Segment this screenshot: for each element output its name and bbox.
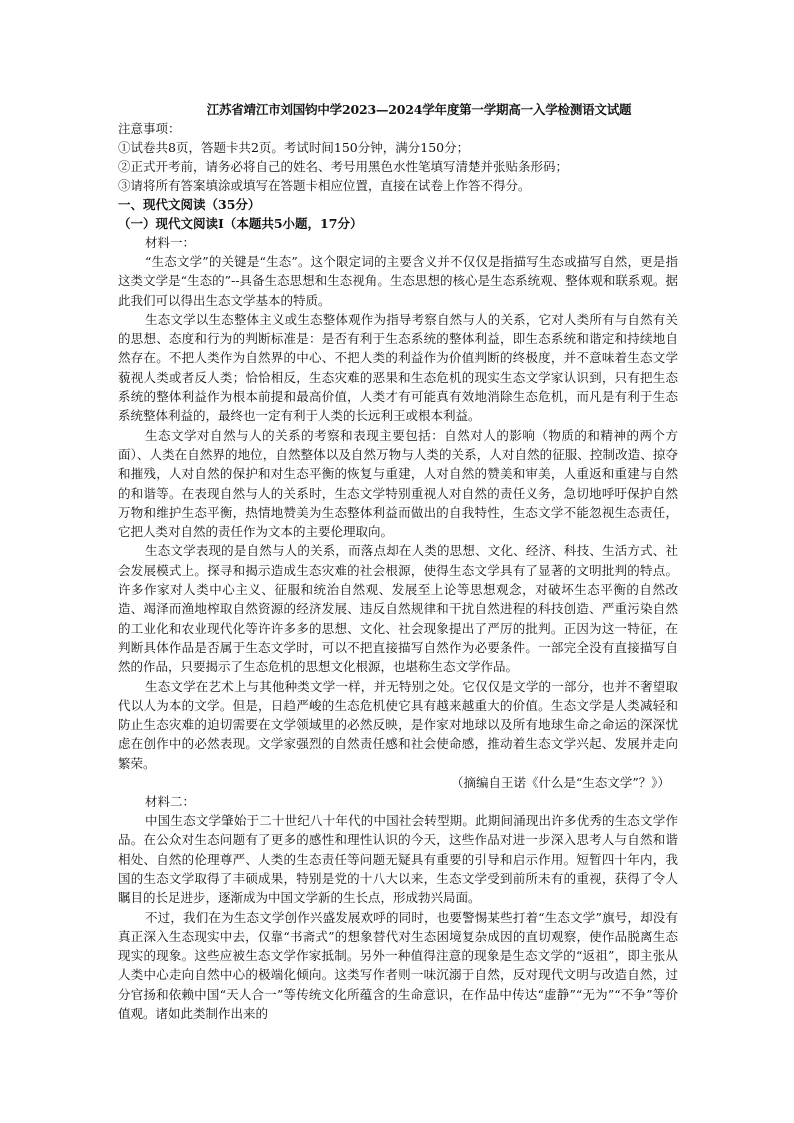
material-1-label: 材料一：: [145, 235, 196, 250]
exam-title: 江苏省靖江市刘国钧中学2023—2024学年度第一学期高一入学检测语文试题: [206, 102, 632, 117]
notice-item-3: ③请将所有答案填涂或填写在答题卡相应位置，直接在试卷上作答不得分。: [118, 178, 531, 193]
section-heading: 一、现代文阅读（35分）: [118, 197, 261, 212]
material-1-source: （摘编自王诺《什么是“生态文学”？》）: [450, 775, 670, 791]
subsection-heading: （一）现代文阅读Ⅰ（本题共5小题，17分）: [118, 216, 363, 231]
material-2-paragraph: 不过，我们在为生态文学创作兴盛发展欢呼的同时，也要警惕某些打着“生态文学”旗号，却没有真正深入生态现实中去，仅靠“书斋式”的想象替代对生态困境复杂成因的直切观察，使作品脱离生态现实的现象。这些应被生态文学作家抵制。另外一种值得注意的现象是生态文学的“返祖”，即主张从人类中心走向自然中心的极端化倾向。这类写作者则一味沉溺于自然，反对现代文明与改造自然，过分官扬和依赖中国“天人合一”等传统文化所蕴含的生命意识，在作品中传达“虚静”“无为”“不争”等价值观。诸如此类制作出来的: [118, 909, 678, 1021]
material-1-paragraph: 生态文学对自然与人的关系的考察和表现主要包括：自然对人的影响（物质的和精神的两个方面）、人类在自然界的地位，自然整体以及自然万物与人类的关系，人对自然的征服、控制改造、掠夺和摧残，人对自然的保护和对生态平衡的恢复与重建，人对自然的赞美和审美，人重返和重建与自然的和谐等。在表现自然与人的关系时，生态文学特别重视人对自然的责任义务，急切地呼吁保护自然万物和维护生态平衡，热情地赞美为生态整体利益而做出的自我特性，生态文学不能忽视生态责任，它把人类对自然的责任作为文本的主要伦理取向。: [118, 427, 678, 540]
material-1-paragraph: 生态文学表现的是自然与人的关系，而落点却在人类的思想、文化、经济、科技、生活方式、社会发展模式上。探寻和揭示造成生态灾难的社会根源，使得生态文学具有了显著的文明批判的特点。许多作家对人类中心主义、征服和统治自然观、发展至上论等思想观念，对破坏生态平衡的自然改造、竭泽而渔地榨取自然资源的经济发展、违反自然规律和干扰自然进程的科技创造、严重污染自然的工业化和农业现代化等许许多多的思想、文化、社会现象提出了严厉的批判。正因为这一特征，在判断具体作品是否属于生态文学时，可以不把直接描写自然作为必要条件。一部完全没有直接描写自然的作品，只要揭示了生态危机的思想文化根源，也堪称生态文学作品。: [118, 543, 678, 675]
exam-page: [118, 100, 678, 1023]
notice-item-2: ②正式开考前，请务必将自己的姓名、考号用黑色水性笔填写清楚并张贴条形码；: [118, 159, 569, 174]
material-1-paragraph: 生态文学在艺术上与其他种类文学一样，并无特别之处。它仅仅是文学的一部分，也并不奢望取代以人为本的文学。但是，日趋严峻的生态危机使它具有越来越重大的价值。生态文学是人类减轻和防止生态灾难的迫切需要在文学领域里的必然反映，是作家对地球以及所有地球生命之命运的深深忧虑在创作中的必然表现。文学家强烈的自然责任感和社会使命感，推动着生态文学兴起、发展并走向繁荣。: [118, 678, 678, 771]
material-1-paragraph: “生态文学”的关键是“生态”。这个限定词的主要含义并不仅仅是指描写生态或描写自然，更是指这类文学是“生态的”--具备生态思想和生态视角。生态思想的核心是生态系统观、整体观和联系观。据此我们可以得出生态文学基本的特质。: [118, 254, 678, 308]
material-1-paragraph: 生态文学以生态整体主义或生态整体观作为指导考察自然与人的关系，它对人类所有与自然有关的思想、态度和行为的判断标准是：是否有利于生态系统的整体利益，即生态系统和谐定和持续地自然存在。不把人类作为自然界的中心、不把人类的利益作为价值判断的终极度，并不意味着生态文学藐视人类或者反人类；恰恰相反，生态灾难的恶果和生态危机的现实生态文学家认识到，只有把生态系统的整体利益作为根本前提和最高价值，人类才有可能真有效地消除生态危机，而凡是有利于生态系统整体利益的，最终也一定有利于人类的长远利王或根本利益。: [118, 311, 678, 424]
notice-heading: 注意事项：: [118, 121, 181, 136]
material-2-label: 材料二：: [145, 794, 196, 810]
notice-item-1: ①试卷共8页，答题卡共2页。考试时间150分钟，满分150分；: [118, 140, 470, 155]
material-2-paragraph: 中国生态文学肇始于二十世纪八十年代的中国社会转型期。此期间涌现出许多优秀的生态文学作品。在公众对生态问题有了更多的感性和理性认识的今天，这些作品对进一步深入思考人与自然和谐相处、自然的伦理尊严、人类的生态责任等问题无疑具有重要的引导和启示作用。短暂四十年内，我国的生态文学取得了丰硕成果，特别是党的十八大以来，生态文学受到前所未有的重视，获得了令人瞩目的长足进步，逐渐成为中国文学新的生长点，形成勃兴局面。: [118, 813, 678, 906]
